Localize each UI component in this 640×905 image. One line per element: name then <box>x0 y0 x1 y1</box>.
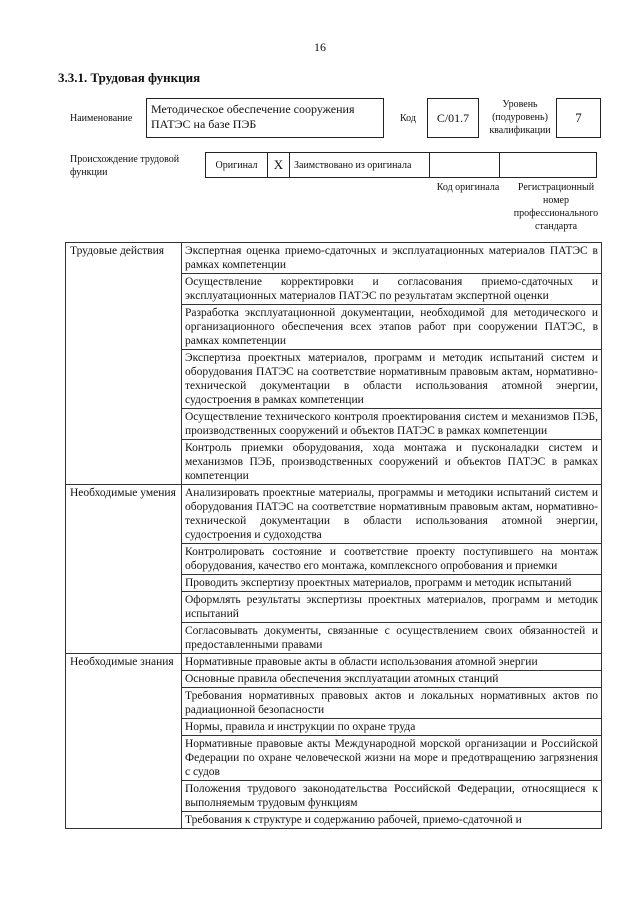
level-label: Уровень (подуровень) квалификации <box>489 99 551 136</box>
table-row <box>66 485 602 544</box>
section-item: Согласовывать документы, связанные с осуществлением своих обязанностей и предоставленными правами <box>182 623 602 654</box>
section-item: Контроль приемки оборудования, хода монтажа и пусконаладки систем и механизмов ПЭБ, производственных сооружений и объектов ПАТЭС в рамках компетенции <box>182 440 602 485</box>
section-item: Требования к структуре и содержанию рабочей, приемо-сдаточной и <box>182 812 602 829</box>
section-item: Основные правила обеспечения эксплуатации атомных станций <box>182 671 602 688</box>
section-item: Нормативные правовые акты Международной морской организации и Российской Федерации по охране человеческой жизни на море и предотвращению загрязнения с судов <box>182 736 602 781</box>
section-title: 3.3.1. Трудовая функция <box>58 70 201 85</box>
origin-mark: X <box>268 153 290 177</box>
section-item: Экспертная оценка приемо-сдаточных и эксплуатационных материалов ПАТЭС в рамках компетенции <box>182 243 602 274</box>
origin-borrowed: Заимствовано из оригинала <box>290 153 430 177</box>
name-value: Методическое обеспечение сооружения ПАТЭС на базе ПЭБ <box>146 98 384 138</box>
section-item: Осуществление технического контроля проектирования систем и механизмов ПЭБ, производственных сооружений и объектов ПАТЭС в рамках компетенции <box>182 409 602 440</box>
section-item: Нормы, правила и инструкции по охране труда <box>182 719 602 736</box>
origin-table <box>205 152 597 178</box>
table-row <box>66 243 602 274</box>
name-label: Наименование <box>70 113 133 124</box>
section-item: Контролировать состояние и соответствие проекту поступившего на монтаж оборудования, качество его монтажа, комплексного опробования и приемки <box>182 544 602 575</box>
section-item: Оформлять результаты экспертизы проектных материалов, программ и методик испытаний <box>182 592 602 623</box>
table-row <box>66 654 602 671</box>
page-number: 16 <box>314 40 326 54</box>
code-value: C/01.7 <box>427 98 479 138</box>
section-item: Проводить экспертизу проектных материалов, программ и методик испытаний <box>182 575 602 592</box>
section-category: Трудовые действия <box>66 243 182 485</box>
reg-number-caption: Регистрационный номер профессионального стандарта <box>513 182 599 232</box>
section-item: Положения трудового законодательства Российской Федерации, относящиеся к выполняемым трудовым функциям <box>182 781 602 812</box>
code-original-caption: Код оригинала <box>436 182 500 193</box>
origin-code-cell <box>430 153 500 177</box>
origin-label: Происхождение трудовой функции <box>70 154 180 178</box>
function-table <box>65 242 602 829</box>
origin-reg-cell <box>500 153 596 177</box>
section-item: Разработка эксплуатационной документации, необходимой для методического и организационного обеспечения всех этапов работ при сооружении ПАТЭС, в рамках компетенции <box>182 305 602 350</box>
section-item: Экспертиза проектных материалов, программ и методик испытаний систем и оборудования ПАТЭС на соответствие нормативным правовым актам, нормативно-технической документации в области использования атомной энергии, судостроения в рамках компетенции <box>182 350 602 409</box>
section-item: Требования нормативных правовых актов и локальных нормативных актов по радиационной безопасности <box>182 688 602 719</box>
section-category: Необходимые знания <box>66 654 182 829</box>
section-item: Осуществление корректировки и согласования приемо-сдаточных и эксплуатационных материалов ПАТЭС по результатам экспертной оценки <box>182 274 602 305</box>
section-item: Нормативные правовые акты в области использования атомной энергии <box>182 654 602 671</box>
code-label: Код <box>400 113 416 124</box>
section-item: Анализировать проектные материалы, программы и методики испытаний систем и оборудования ПАТЭС на соответствие нормативным правовым актам, нормативно-технической документации в области использования атомной энергии, судостроения и судоходства <box>182 485 602 544</box>
level-value: 7 <box>556 98 601 138</box>
origin-original: Оригинал <box>206 153 268 177</box>
section-category: Необходимые умения <box>66 485 182 654</box>
